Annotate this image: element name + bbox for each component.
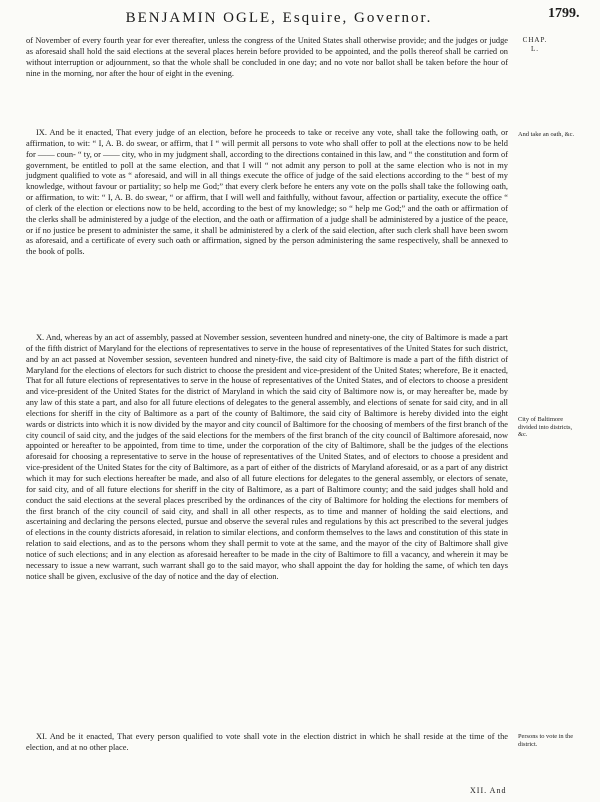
catchword: XII. And	[470, 786, 507, 795]
page-year: 1799.	[548, 6, 580, 21]
paragraph-continuation	[26, 36, 508, 79]
chapter-label: CHAP.	[522, 36, 548, 44]
running-header: BENJAMIN OGLE, Esquire, Governor.	[125, 10, 433, 26]
chapter-number: L.	[530, 45, 540, 53]
section-x	[26, 333, 508, 582]
paragraph-text: X. And, whereas by an act of assembly, passed at November session, seventeen hundred and ninety-one, the city of Baltimore is made a part of the fifth district of Maryland for the elections of representatives to serve in the house of representatives of the United States for such district, and by an act passed at November session, seventeen hundred and ninety-five, the said city of Baltimore is made a part of the fifth district of Maryland for the elections of electors for such district to choose the president and vice-president of the United States; wherefore, Be it enacted, That for all future elections of representatives to serve in the house of representatives of the United States, and of electors to choose a president and vice-president of the United States for the district of Maryland in which the said city of Baltimore now is, or may hereafter be, made by any law of this state a part, and also for all future elections of delegates to the general assembly, and elections of senate for said city, and in all elections for sheriff in the city of Baltimore as a part of the county of Baltimore, the said city of Baltimore is hereby divided into the eight wards or districts into which it is now divided by the mayor and city council of Baltimore for the choosing of members of the first branch of the city council of said city, and the judges of the said elections for the members of the first branch of the city council of Baltimore aforesaid, now appointed or hereafter to be appointed, from time to time, under the corporation of the city of Baltimore, shall be the judges of the elections aforesaid for choosing a representative to serve in the house of representatives of the United States, and of electors to choose a president and vice-president of the United States for the city of Baltimore, as a part of either of the districts of Maryland aforesaid, or as a part of any district which it may for such elections hereafter be made, and also of all future elections for delegates to the general assembly, or electors of senate, for said city, and of all future elections for sheriff in the city of Baltimore, as a part of Baltimore county; and the said judges shall hold and conduct the said elections at the several places prescribed by the ordinances of the city of Baltimore for holding the elections for members of the first branch of the city council of said city, and shall in all other respects, as to time and manner of holding the said elections, and ascertaining and declaring the persons elected, pursue and observe the several rules and regulations by this act prescribed to the several judges of elections in the county districts aforesaid, in relation to similar elections, and conform themselves to the laws and constitution of this state in relation to said elections, and as to the persons whom they shall permit to vote at the same, and the mayor of the city of Baltimore shall give notice of such elections; and in any election as aforesaid hereafter to be made in the city of Baltimore to fill a vacancy, and wherein it may be necessary to issue a new warrant, such warrant shall go to the said mayor, who shall appoint the day for holding the same, of which ten days notice shall be given, exclusive of the day of notice and the day of election.	[26, 333, 508, 581]
paragraph-text: XI. And be it enacted, That every person qualified to vote shall vote in the election district in which he shall reside at the time of the election, and at no other place.	[26, 732, 508, 752]
margin-note: Persons to vote in the district.	[518, 733, 574, 748]
margin-note: City of Baltimore divided into districts, &c.	[518, 416, 573, 438]
section-xi	[26, 732, 508, 754]
paragraph-text: IX. And be it enacted, That every judge of an election, before he proceeds to take or receive any vote, shall take the following oath, or affirmation, to wit: “ I, A. B. do swear, or affirm, that I “ will permit all persons to vote who shall offer to poll at the elections now to be held for —— coun- “ ty, or —— city, who in my judgment shall, according to the directions contained in this law, and “ the constitution and form of government, be entitled to poll at the same election, and that I will “ not admit any person to poll at the same election who is not in my judgment qualified to vote as “ aforesaid, and will in all things execute the office of judge of the said elections according to the “ best of my knowledge, without favour or partiality; so help me God;” that every clerk before he enters any vote on the polls shall take the following oath, or affirmation, to wit: “ I, A. B. do swear, “ or affirm, that I will well and faithfully, without favour, affection or partiality, execute the office “ of clerk of the election or elections now to be held, according to the best of my knowledge; so “ help me God;” and the oath or affirmation of the clerks shall be administered by a judge of the election, and the oath or affirmation of a judge shall be administered by a justice of the peace, or if no justice be present to administer the same, it shall be administered by a clerk of the said election, after such clerk shall have been sworn as aforesaid, and a certificate of every such oath or affirmation, signed by the person administering the same respectively, shall be annexed to the book of polls.	[26, 128, 508, 257]
chapter-marker	[520, 36, 550, 54]
paragraph-text: of November of every fourth year for ever thereafter, unless the congress of the United States shall otherwise provide; and the judges or judge as aforesaid shall hold the said elections at the several places herein before provided to be appointed, and the polls thereof shall be carried on without interruption or adjournment, so that the whole shall be concluded in one day; and no vote nor ballot shall be taken before the hour of nine in the morning, nor after the hour of eight in the evening.	[26, 36, 508, 78]
section-ix	[26, 128, 508, 258]
margin-note: And take an oath, &c.	[518, 131, 575, 138]
